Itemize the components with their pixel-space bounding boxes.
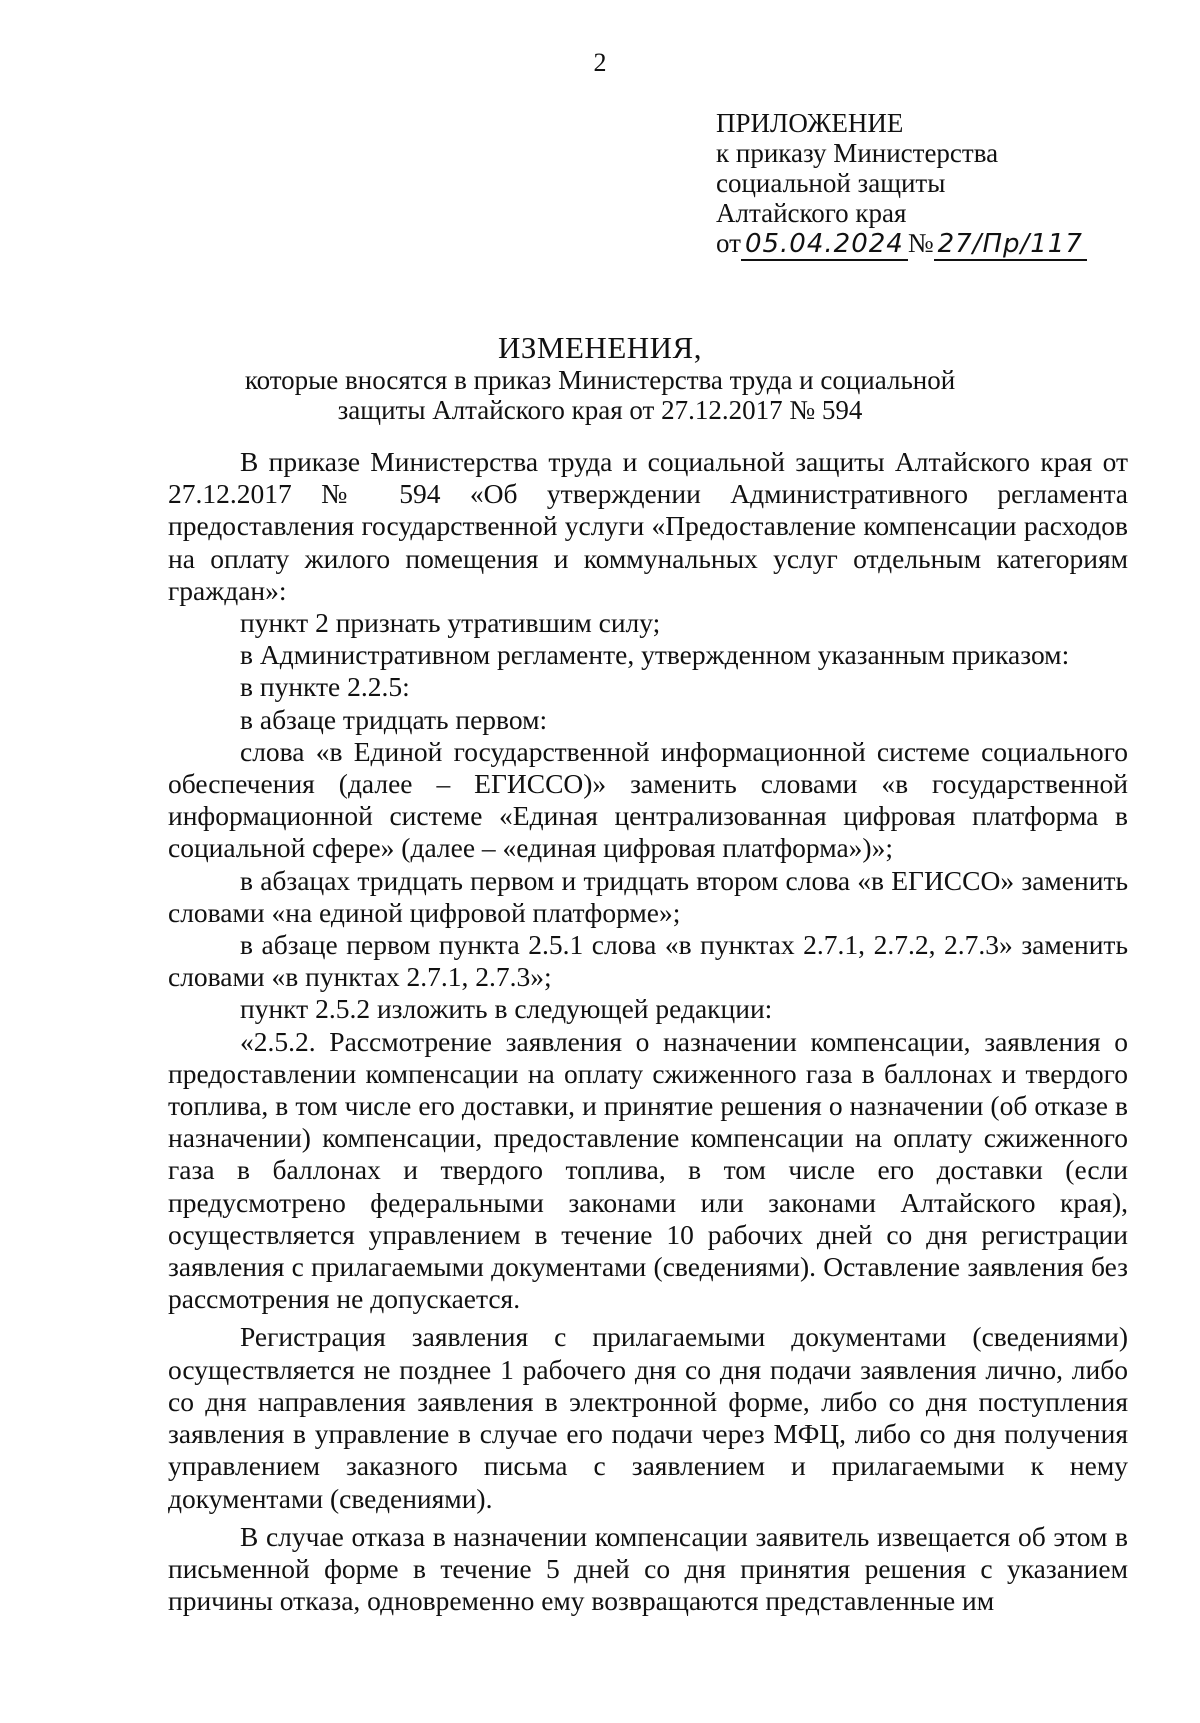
paragraph: «2.5.2. Рассмотрение заявления о назначении компенсации, заявления о предоставлении компенсации на оплату сжиженного газа в баллонах и твердого топлива, в том числе его доставки, и принятие решения о назначении (об отказе в назначении) компенсации, предоставление компенсации на оплату сжиженного газа в баллонах и твердого топлива, в том числе его доставки (если предусмотрено федеральными законами или законами Алтайского края), осуществляется управлением в течение 10 рабочих дней со дня регистрации заявления с прилагаемыми документами (сведениями). Оставление заявления без рассмотрения не допускается.	[168, 1025, 1128, 1315]
appendix-block	[716, 108, 1087, 264]
paragraph: в абзаце первом пункта 2.5.1 слова «в пунктах 2.7.1, 2.7.2, 2.7.3» заменить словами «в пунктах 2.7.1, 2.7.3»;	[168, 929, 1128, 993]
paragraph: В случае отказа в назначении компенсации заявитель извещается об этом в письменной форме в течение 5 дней со дня принятия решения с указанием причины отказа, одновременно ему возвращаются представленные им	[168, 1520, 1128, 1617]
paragraph: в Административном регламенте, утвержденном указанным приказом:	[240, 639, 1070, 671]
appendix-line-1: к приказу Министерства	[716, 138, 999, 168]
document-subtitle	[0, 365, 1200, 425]
paragraph: В приказе Министерства труда и социальной защиты Алтайского края от 27.12.2017 № 594 «Об утверждении Административного регламента предоставления государственной услуги «Предоставление компенсации расходов на оплату жилого помещения и коммунальных услуг отдельным категориям граждан»:	[168, 446, 1128, 606]
document-title: ИЗМЕНЕНИЯ,	[498, 330, 702, 365]
paragraph: в абзацах тридцать первом и тридцать втором слова «в ЕГИССО» заменить словами «на единой цифровой платформе»;	[168, 864, 1128, 928]
document-body	[168, 446, 1128, 1617]
date-prefix: от	[716, 228, 741, 258]
paragraph: Регистрация заявления с прилагаемыми документами (сведениями) осуществляется не позднее 1 рабочего дня со дня подачи заявления лично, либо со дня направления заявления в электронной форме, либо со дня поступления заявления в управление в случае его подачи через МФЦ, либо со дня получения управлением заказного письма с заявлением и прилагаемыми к нему документами (сведениями).	[168, 1321, 1128, 1514]
paragraph: пункт 2 признать утратившим силу;	[240, 607, 661, 639]
appendix-date-line	[716, 228, 1087, 264]
number-prefix: №	[907, 228, 934, 258]
subtitle-line-1: которые вносятся в приказ Министерства труда и социальной	[244, 365, 956, 395]
handwritten-number: 27/Пр/117	[934, 229, 1087, 261]
appendix-line-2: социальной защиты	[716, 168, 946, 198]
paragraph: в пункте 2.2.5:	[240, 671, 410, 703]
paragraph: в абзаце тридцать первом:	[240, 703, 548, 735]
paragraph: пункт 2.5.2 изложить в следующей редакции:	[240, 993, 773, 1025]
subtitle-line-2: защиты Алтайского края от 27.12.2017 № 594	[337, 395, 863, 425]
appendix-heading: ПРИЛОЖЕНИЕ	[716, 108, 904, 138]
handwritten-date: 05.04.2024	[741, 229, 908, 261]
appendix-line-3: Алтайского края	[716, 198, 907, 228]
paragraph: слова «в Единой государственной информационной системе социального обеспечения (далее – ЕГИССО)» заменить словами «в государственной информационной системе «Единая централизованная цифровая платформа в социальной сфере» (далее – «единая цифровая платформа»)»;	[168, 735, 1128, 864]
page-number: 2	[593, 48, 607, 77]
